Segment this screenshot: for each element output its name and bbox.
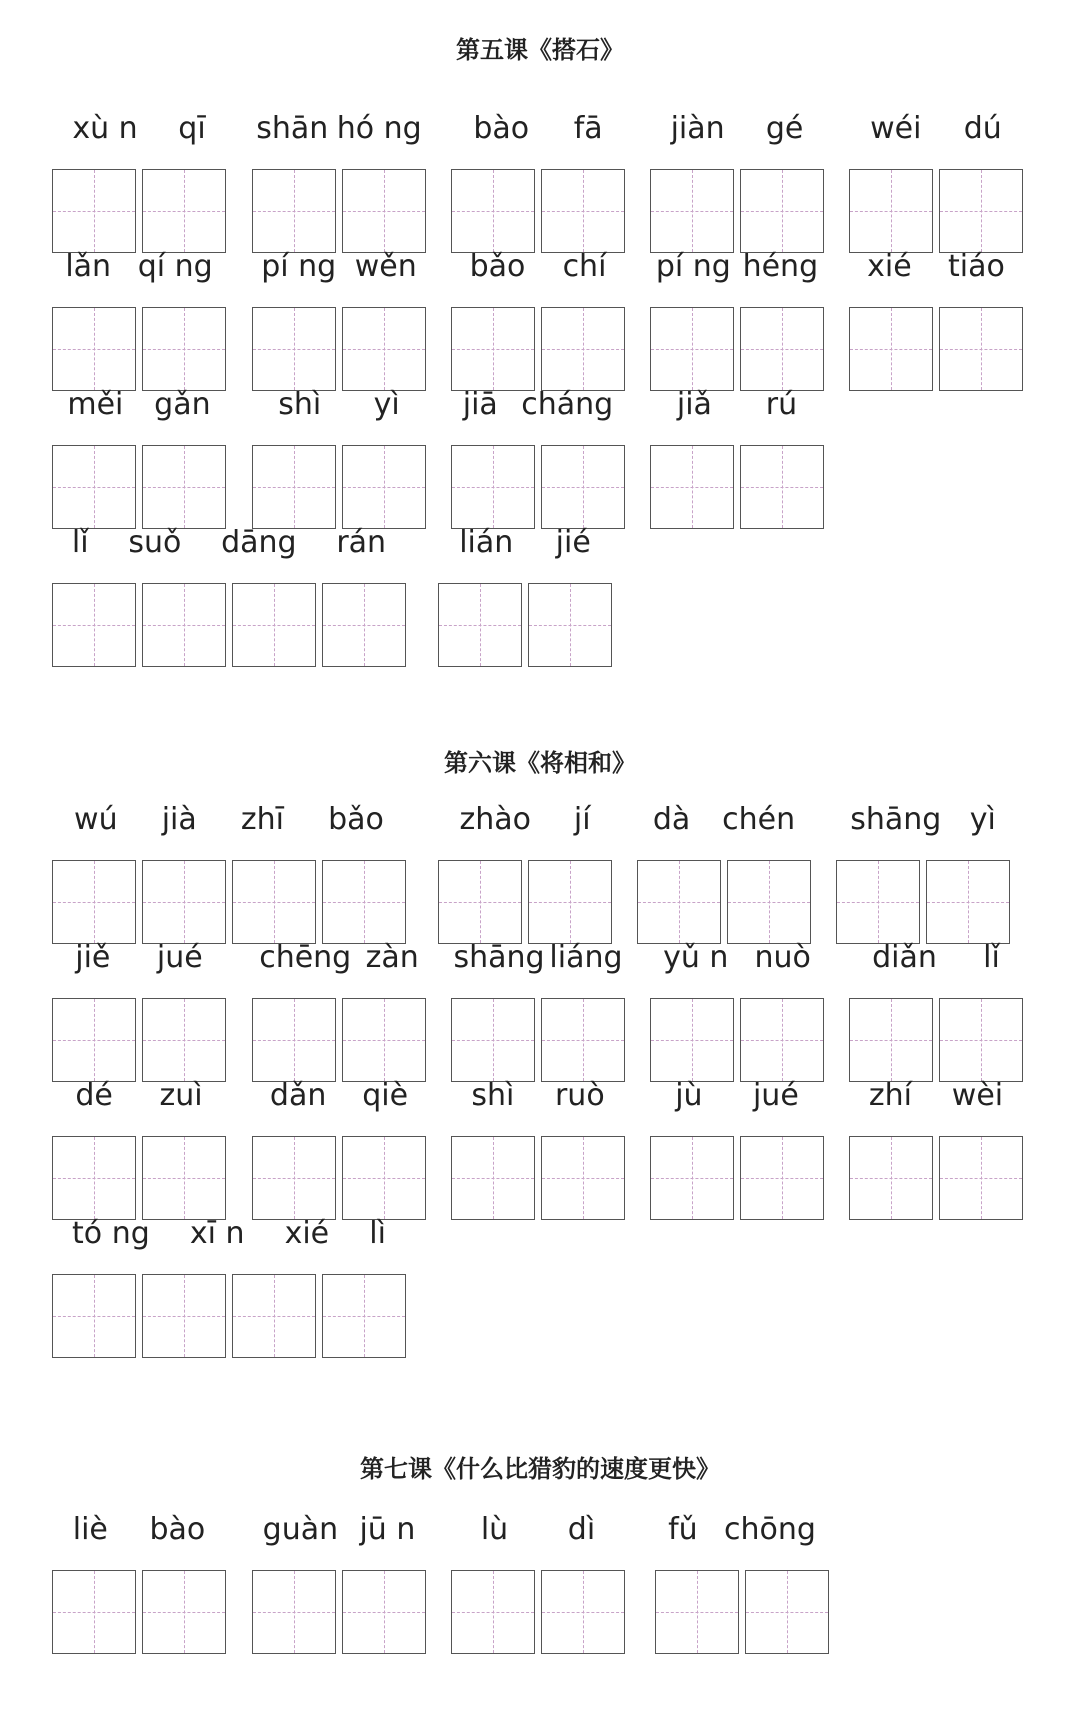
pinyin-label	[451, 1508, 625, 1552]
tianzi-cell[interactable]	[322, 860, 406, 944]
tianzi-cell[interactable]	[451, 445, 535, 529]
pinyin-syllable: pí ng	[261, 249, 337, 284]
pinyin-label	[849, 1074, 1023, 1118]
word-box	[650, 1078, 824, 1220]
tianzi-cell[interactable]	[232, 583, 316, 667]
pinyin-syllable: dé	[75, 1078, 113, 1113]
word-box	[252, 387, 426, 529]
pinyin-syllable: qí ng	[137, 249, 213, 284]
pinyin-label	[451, 1074, 625, 1118]
pinyin-syllable: jiě	[75, 940, 111, 975]
tianzi-cell[interactable]	[342, 445, 426, 529]
word-box	[451, 940, 625, 1082]
tianzi-cell[interactable]	[252, 1570, 336, 1654]
tianzi-cell[interactable]	[740, 445, 824, 529]
pinyin-syllable: dì	[567, 1512, 596, 1547]
tianzi-cell[interactable]	[322, 583, 406, 667]
pinyin-label	[52, 936, 226, 980]
tianzi-cell[interactable]	[451, 1570, 535, 1654]
tianzi-cell[interactable]	[541, 1136, 625, 1220]
word-box	[650, 111, 824, 253]
tianzi-cell[interactable]	[252, 1136, 336, 1220]
pinyin-syllable: zhào	[459, 802, 531, 837]
pinyin-syllable: chōng	[723, 1512, 816, 1547]
tianzi-cell[interactable]	[650, 307, 734, 391]
tianzi-cell[interactable]	[939, 1136, 1023, 1220]
word-box	[451, 111, 625, 253]
pinyin-label	[52, 1212, 406, 1256]
pinyin-label	[52, 383, 226, 427]
word-box	[650, 249, 824, 391]
tianzi-cell[interactable]	[650, 445, 734, 529]
tianzi-cell[interactable]	[142, 169, 226, 253]
word-box	[849, 249, 1023, 391]
word-box	[52, 802, 406, 944]
pinyin-syllable: dǎn	[269, 1078, 327, 1113]
pinyin-label	[52, 521, 406, 565]
pinyin-syllable: dāng	[221, 525, 297, 560]
tianzi-cell[interactable]	[745, 1570, 829, 1654]
pinyin-syllable: xié	[867, 249, 912, 284]
pinyin-syllable: chén	[722, 802, 796, 837]
pinyin-syllable: lián	[459, 525, 514, 560]
tianzi-cell[interactable]	[142, 583, 226, 667]
pinyin-syllable: jù	[675, 1078, 703, 1113]
pinyin-syllable: nuò	[754, 940, 811, 975]
tianzi-cell[interactable]	[52, 169, 136, 253]
tianzi-cell[interactable]	[142, 1570, 226, 1654]
pinyin-label	[52, 1508, 226, 1552]
pinyin-label	[438, 798, 612, 842]
pinyin-syllable: yǔ n	[663, 940, 729, 975]
tianzi-cell[interactable]	[451, 998, 535, 1082]
tianzi-cell[interactable]	[232, 860, 316, 944]
pinyin-syllable: bǎo	[328, 802, 384, 837]
tianzi-cell[interactable]	[836, 860, 920, 944]
pinyin-syllable: jià	[161, 802, 197, 837]
pinyin-syllable: jié	[555, 525, 591, 560]
word-box	[52, 1216, 406, 1358]
pinyin-label	[637, 798, 811, 842]
pinyin-syllable: shāng	[850, 802, 942, 837]
tianzi-cell[interactable]	[342, 1136, 426, 1220]
tianzi-cell[interactable]	[52, 307, 136, 391]
pinyin-syllable: wěn	[354, 249, 417, 284]
tianzi-cell[interactable]	[52, 1136, 136, 1220]
word-box	[252, 940, 426, 1082]
pinyin-syllable: lù	[480, 1512, 509, 1547]
pinyin-label	[836, 798, 1010, 842]
pinyin-syllable: zàn	[365, 940, 419, 975]
pinyin-syllable: fā	[573, 111, 603, 146]
word-box	[52, 387, 226, 529]
tianzi-cell[interactable]	[740, 1136, 824, 1220]
tianzi-cell[interactable]	[252, 445, 336, 529]
tianzi-cell[interactable]	[252, 307, 336, 391]
pinyin-syllable: dú	[963, 111, 1002, 146]
tianzi-cell[interactable]	[52, 583, 136, 667]
pinyin-syllable: xī n	[189, 1216, 245, 1251]
pinyin-syllable: jué	[156, 940, 203, 975]
tianzi-cell[interactable]	[142, 860, 226, 944]
pinyin-syllable: lì	[369, 1216, 386, 1251]
tianzi-cell[interactable]	[52, 445, 136, 529]
tianzi-cell[interactable]	[451, 1136, 535, 1220]
pinyin-syllable: guàn	[262, 1512, 339, 1547]
pinyin-syllable: pí ng	[655, 249, 731, 284]
pinyin-syllable: dà	[652, 802, 691, 837]
pinyin-syllable: xù n	[72, 111, 138, 146]
tianzi-cell[interactable]	[939, 307, 1023, 391]
word-box	[849, 940, 1023, 1082]
pinyin-label	[252, 383, 426, 427]
word-box	[637, 802, 811, 944]
tianzi-cell[interactable]	[142, 1274, 226, 1358]
tianzi-cell[interactable]	[849, 307, 933, 391]
lesson-title-6: 第六课《将相和》	[444, 748, 636, 777]
word-box	[650, 387, 824, 529]
pinyin-label	[650, 245, 824, 289]
pinyin-label	[52, 798, 406, 842]
pinyin-syllable: rú	[765, 387, 798, 422]
pinyin-label	[438, 521, 612, 565]
pinyin-syllable: fǔ	[668, 1512, 698, 1547]
pinyin-label	[52, 1074, 226, 1118]
pinyin-syllable: shì	[278, 387, 322, 422]
pinyin-syllable: jué	[752, 1078, 799, 1113]
word-box	[849, 111, 1023, 253]
pinyin-label	[252, 1074, 426, 1118]
tianzi-cell[interactable]	[849, 998, 933, 1082]
pinyin-label	[650, 383, 824, 427]
pinyin-syllable: chí	[562, 249, 607, 284]
word-box	[451, 249, 625, 391]
pinyin-syllable: ruò	[554, 1078, 605, 1113]
pinyin-syllable: suǒ	[128, 525, 182, 560]
pinyin-syllable: zhí	[868, 1078, 912, 1113]
pinyin-label	[252, 245, 426, 289]
word-box	[655, 1512, 829, 1654]
tianzi-cell[interactable]	[740, 169, 824, 253]
tianzi-cell[interactable]	[528, 583, 612, 667]
tianzi-cell[interactable]	[926, 860, 1010, 944]
tianzi-cell[interactable]	[541, 445, 625, 529]
tianzi-cell[interactable]	[849, 1136, 933, 1220]
word-box	[451, 1512, 625, 1654]
pinyin-label	[451, 936, 625, 980]
tianzi-cell[interactable]	[52, 860, 136, 944]
tianzi-cell[interactable]	[451, 169, 535, 253]
pinyin-syllable: yì	[373, 387, 400, 422]
word-box	[438, 802, 612, 944]
pinyin-label	[52, 107, 226, 151]
tianzi-cell[interactable]	[939, 998, 1023, 1082]
tianzi-cell[interactable]	[541, 1570, 625, 1654]
pinyin-label	[650, 936, 824, 980]
pinyin-syllable: chēng	[259, 940, 352, 975]
word-box	[849, 1078, 1023, 1220]
tianzi-cell[interactable]	[142, 998, 226, 1082]
pinyin-syllable: měi	[67, 387, 124, 422]
pinyin-syllable: jiàn	[670, 111, 725, 146]
pinyin-syllable: qī	[178, 111, 206, 146]
pinyin-syllable: wú	[74, 802, 118, 837]
pinyin-syllable: liáng	[549, 940, 623, 975]
tianzi-cell[interactable]	[232, 1274, 316, 1358]
pinyin-syllable: gǎn	[154, 387, 211, 422]
pinyin-syllable: shān	[256, 111, 329, 146]
pinyin-syllable: tó ng	[72, 1216, 150, 1251]
pinyin-syllable: shì	[471, 1078, 515, 1113]
pinyin-syllable: liè	[72, 1512, 108, 1547]
pinyin-syllable: wèi	[951, 1078, 1004, 1113]
pinyin-syllable: diǎn	[872, 940, 937, 975]
tianzi-cell[interactable]	[252, 169, 336, 253]
pinyin-label	[650, 107, 824, 151]
pinyin-syllable: zuì	[159, 1078, 203, 1113]
word-box	[52, 1078, 226, 1220]
pinyin-syllable: jí	[573, 802, 591, 837]
word-box	[252, 111, 426, 253]
pinyin-syllable: héng	[742, 249, 819, 284]
pinyin-syllable: wéi	[870, 111, 922, 146]
pinyin-syllable: zhī	[240, 802, 284, 837]
pinyin-syllable: tiáo	[947, 249, 1005, 284]
pinyin-syllable: jiǎ	[676, 387, 712, 422]
tianzi-cell[interactable]	[939, 169, 1023, 253]
pinyin-label	[252, 107, 426, 151]
word-box	[52, 249, 226, 391]
pinyin-label	[52, 245, 226, 289]
pinyin-syllable: lǐ	[983, 940, 1000, 975]
pinyin-syllable: lǎn	[65, 249, 112, 284]
tianzi-cell[interactable]	[252, 998, 336, 1082]
tianzi-cell[interactable]	[438, 583, 522, 667]
word-box	[252, 1512, 426, 1654]
word-box	[52, 525, 406, 667]
tianzi-cell[interactable]	[322, 1274, 406, 1358]
tianzi-cell[interactable]	[142, 307, 226, 391]
tianzi-cell[interactable]	[541, 307, 625, 391]
word-box	[650, 940, 824, 1082]
tianzi-cell[interactable]	[849, 169, 933, 253]
tianzi-cell[interactable]	[142, 1136, 226, 1220]
tianzi-cell[interactable]	[142, 445, 226, 529]
pinyin-syllable: qiè	[362, 1078, 409, 1113]
pinyin-syllable: gé	[765, 111, 804, 146]
word-box	[252, 1078, 426, 1220]
tianzi-cell[interactable]	[342, 169, 426, 253]
tianzi-cell[interactable]	[342, 307, 426, 391]
tianzi-cell[interactable]	[342, 998, 426, 1082]
tianzi-cell[interactable]	[740, 307, 824, 391]
pinyin-syllable: lǐ	[71, 525, 89, 560]
tianzi-cell[interactable]	[52, 1274, 136, 1358]
pinyin-label	[849, 936, 1023, 980]
pinyin-label	[650, 1074, 824, 1118]
pinyin-syllable: jiā	[462, 387, 498, 422]
word-box	[451, 1078, 625, 1220]
tianzi-cell[interactable]	[637, 860, 721, 944]
pinyin-label	[252, 936, 426, 980]
word-box	[52, 1512, 226, 1654]
tianzi-cell[interactable]	[528, 860, 612, 944]
tianzi-cell[interactable]	[655, 1570, 739, 1654]
tianzi-cell[interactable]	[650, 169, 734, 253]
pinyin-label	[655, 1508, 829, 1552]
pinyin-syllable: bào	[149, 1512, 206, 1547]
pinyin-label	[451, 383, 625, 427]
pinyin-label	[849, 245, 1023, 289]
tianzi-cell[interactable]	[650, 1136, 734, 1220]
pinyin-syllable: bǎo	[469, 249, 526, 284]
tianzi-cell[interactable]	[541, 169, 625, 253]
pinyin-label	[451, 107, 625, 151]
pinyin-label	[849, 107, 1023, 151]
word-box	[52, 111, 226, 253]
pinyin-syllable: xié	[284, 1216, 330, 1251]
word-box	[451, 387, 625, 529]
pinyin-syllable: bào	[473, 111, 530, 146]
tianzi-cell[interactable]	[541, 998, 625, 1082]
pinyin-syllable: yì	[969, 802, 996, 837]
tianzi-cell[interactable]	[650, 998, 734, 1082]
word-box	[252, 249, 426, 391]
tianzi-cell[interactable]	[342, 1570, 426, 1654]
word-box	[836, 802, 1010, 944]
pinyin-syllable: shāng	[453, 940, 545, 975]
word-box	[52, 940, 226, 1082]
lesson-title-5: 第五课《搭石》	[456, 35, 624, 64]
tianzi-cell[interactable]	[727, 860, 811, 944]
tianzi-cell[interactable]	[52, 1570, 136, 1654]
pinyin-label	[451, 245, 625, 289]
lesson-title-7: 第七课《什么比猎豹的速度更快》	[360, 1454, 720, 1483]
pinyin-syllable: cháng	[521, 387, 614, 422]
tianzi-cell[interactable]	[740, 998, 824, 1082]
pinyin-syllable: jū n	[359, 1512, 416, 1547]
pinyin-label	[252, 1508, 426, 1552]
pinyin-syllable: rán	[336, 525, 387, 560]
tianzi-cell[interactable]	[438, 860, 522, 944]
tianzi-cell[interactable]	[451, 307, 535, 391]
word-box	[438, 525, 612, 667]
tianzi-cell[interactable]	[52, 998, 136, 1082]
pinyin-syllable: hó ng	[336, 111, 422, 146]
